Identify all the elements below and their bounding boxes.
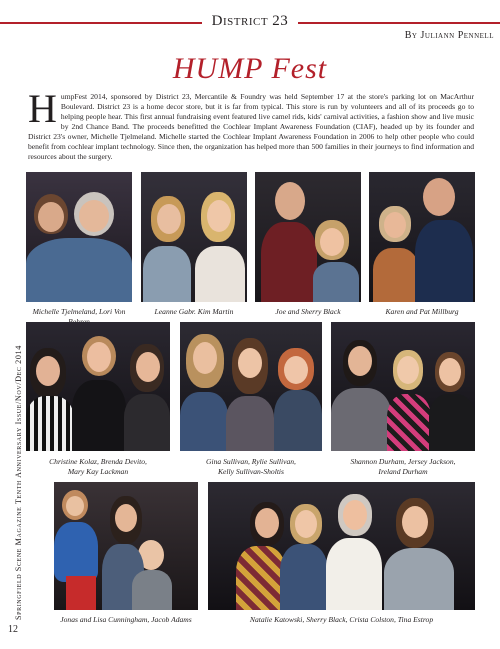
photo-leanne-kim — [141, 172, 247, 302]
photo-christine-brenda-marykay — [26, 322, 170, 451]
caption-karen-pat: Karen and Pat Millburg — [385, 307, 459, 316]
caption-christine-line-1: Christine Kolaz, Brenda Devito, — [49, 457, 147, 466]
caption-leanne-kim: Leanne Gabr. Kim Martin — [154, 307, 234, 316]
photo-natalie-sherry-crista-tina — [208, 482, 475, 610]
article-title: HUMP Fest — [172, 52, 328, 85]
article-intro — [28, 86, 474, 162]
caption-gina-line-2: Kelly Sullivan-Sholtis — [217, 466, 284, 476]
caption-shannon-jersey-ireland — [325, 457, 481, 477]
photo-shannon-jersey-ireland — [331, 322, 475, 451]
photo-karen-pat — [369, 172, 475, 302]
caption-christine-brenda-marykay — [20, 457, 176, 477]
section-title — [0, 13, 500, 30]
caption-shannon-line-2: Ireland Durham — [378, 466, 428, 476]
caption-natalie-sherry-crista-tina: Natalie Katowski, Sherry Black, Crista Colston, Tina Estrop — [249, 615, 434, 624]
intro-text: umpFest 2014, sponsored by District 23, Mercantile & Foundry was held September 17 at the store's parking lot on MacArthur Boulevard. District 23 is a home decor store, but it is far from typical. This store is run by volunteers and all of its proceeds go to helping people hear. This first annual fundraising event featured live camel rids, kids' carnival activities, a fashion show and live music by 2nd Chance Band. The proceeds benefitted the Cochlear Implant Awareness Foundation (CIAF), headed up by its founder and District 23's owner, Michelle Tjelmeland. Michelle started the Cochlear Implant Awareness Foundation in 2006 to help other people who could benefit from cochlear implant technology. Since then, the organization has helped more than 500 families in their journeys to find information and resources about the surgery. — [28, 92, 474, 162]
caption-jonas-lisa-jacob: Jonas and Lisa Cunningham, Jacob Adams — [60, 615, 192, 624]
photo-joe-sherry — [255, 172, 361, 302]
photo-michelle-lori — [26, 172, 132, 302]
page-number: 12 — [8, 624, 18, 635]
photo-gina-rylie-kelly — [180, 322, 322, 451]
photo-jonas-lisa-jacob — [54, 482, 198, 610]
caption-michelle-lori: Michelle Tjelmeland, Lori Von — [32, 307, 126, 316]
drop-cap: H — [28, 86, 57, 131]
caption-joe-sherry: Joe and Sherry Black — [275, 307, 341, 316]
caption-christine-line-2: Mary Kay Lackman — [67, 466, 129, 476]
section-title-text: District 23 — [202, 13, 299, 29]
byline: By Juliann Pennell — [404, 30, 494, 41]
caption-shannon-line-1: Shannon Durham, Jersey Jackson, — [350, 457, 456, 466]
caption-gina-rylie-kelly — [174, 457, 328, 477]
caption-gina-line-1: Gina Sullivan, Rylie Sullivan, — [206, 457, 296, 466]
magazine-issue-text: Springfield Scene Magazine Tenth Anniversary Issue/Nov/Dec 2014 — [14, 345, 23, 620]
